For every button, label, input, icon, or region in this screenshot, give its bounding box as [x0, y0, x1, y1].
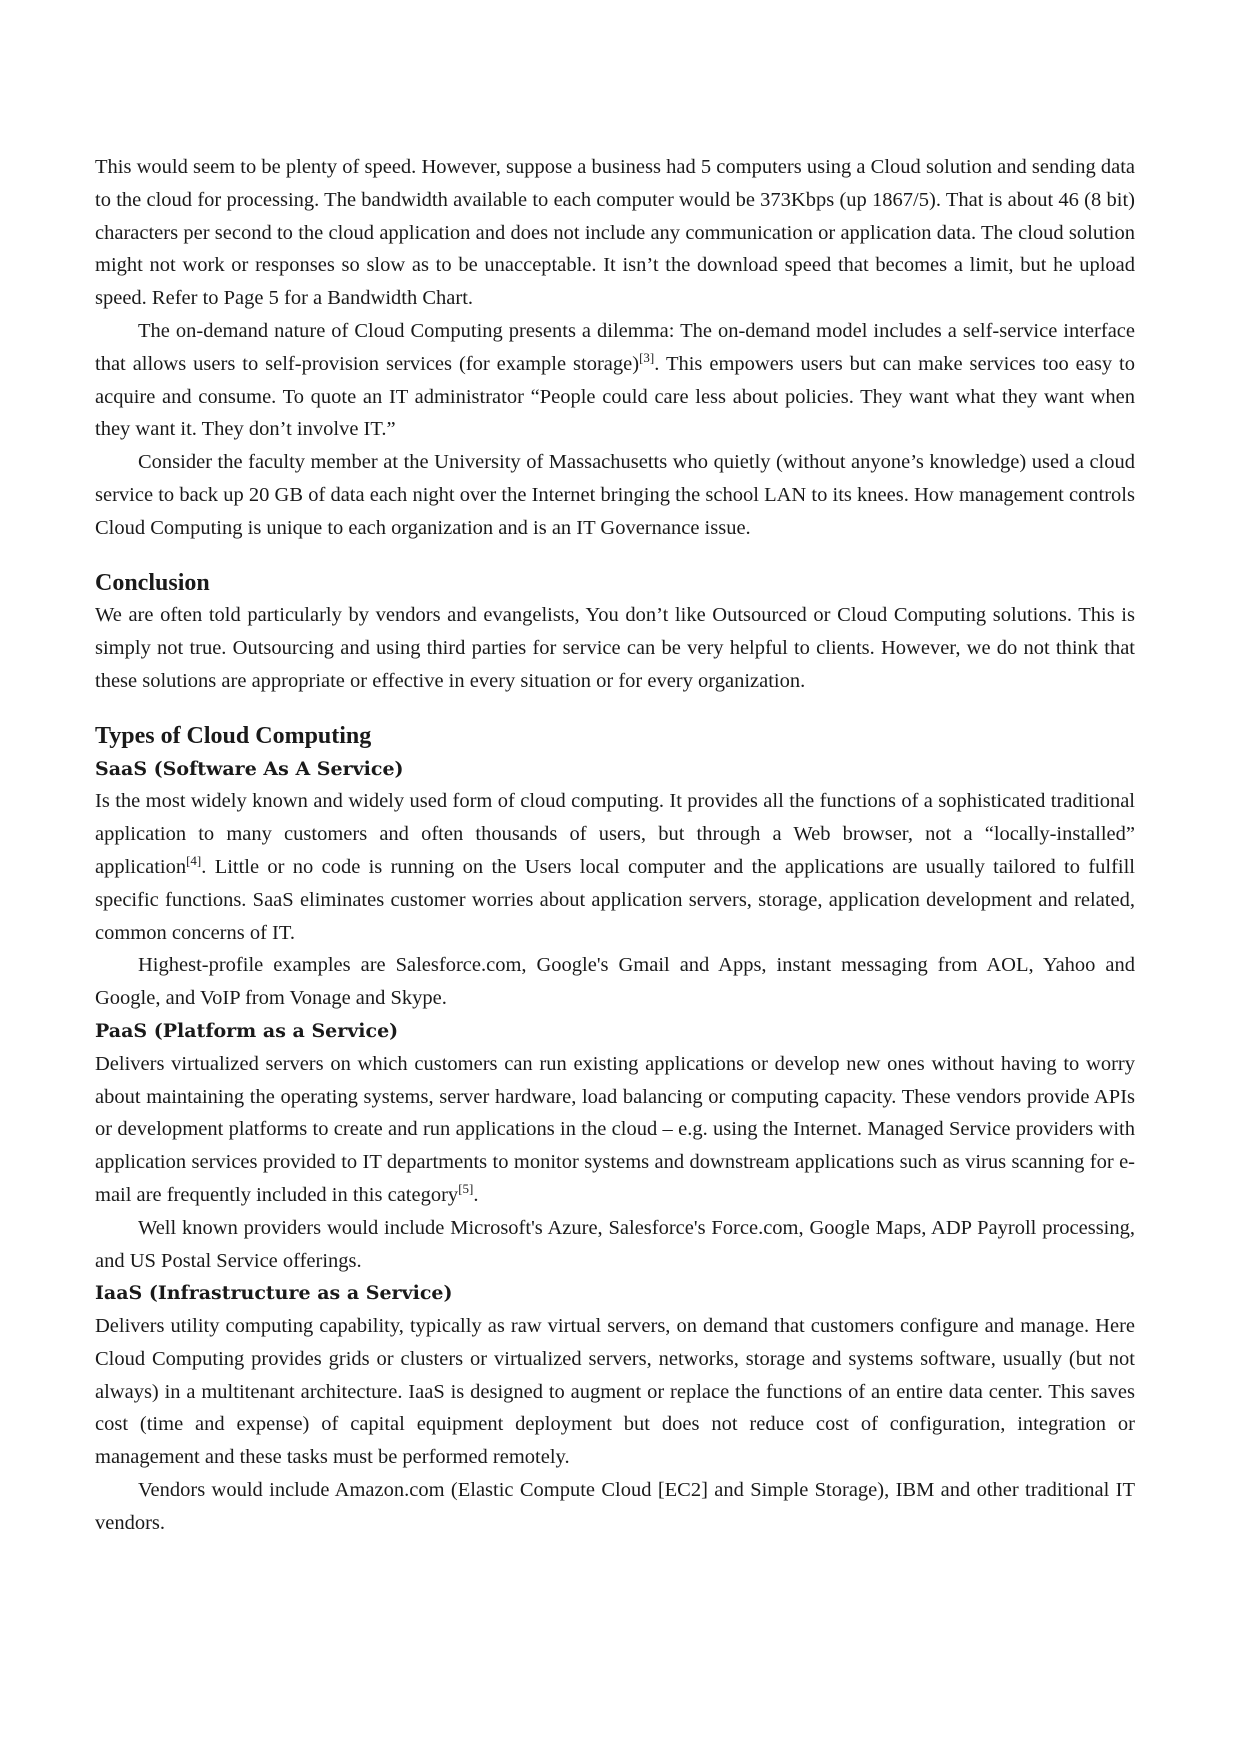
intro-paragraph-on-demand-text-a: The on-demand nature of Cloud Computing presents a dilemma: The on-demand model includes a self-service interface that allows users to self-provision services (for example storage): [95, 319, 1135, 375]
paas-heading: PaaS (Platform as a Service): [95, 1019, 399, 1042]
footnote-ref-5: [5]: [458, 1181, 474, 1197]
conclusion-paragraph: We are often told particularly by vendors and evangelists, You don’t like Outsourced or Cloud Computing solutions. This is simply not true. Outsourcing and using third parties for service can be very helpful to clients. However, we do not think that these solutions are appropriate or effective in every situation or for every organization.: [95, 604, 1135, 692]
paas-paragraph-providers: Well known providers would include Microsoft's Azure, Salesforce's Force.com, Google Maps, ADP Payroll processing, and US Postal Service offerings.: [95, 1216, 1135, 1272]
conclusion-heading: Conclusion: [95, 569, 210, 596]
footnote-ref-4: [4]: [186, 853, 202, 869]
intro-paragraph-bandwidth: This would seem to be plenty of speed. However, suppose a business had 5 computers using a Cloud solution and sending data to the cloud for processing. The bandwidth available to each computer would be 373Kbps (up 1867/5). That is about 46 (8 bit) characters per second to the cloud application and does not include any communication or application data. The cloud solution might not work or responses so slow as to be unacceptable. It isn’t the download speed that becomes a limit, but he upload speed. Refer to Page 5 for a Bandwidth Chart.: [95, 156, 1135, 310]
section-gap: [95, 698, 1135, 720]
intro-paragraph-umass: Consider the faculty member at the University of Massachusetts who quietly (without anyone’s knowledge) used a cloud service to back up 20 GB of data each night over the Internet bringing the school LAN to its knees. How management controls Cloud Computing is unique to each organization and is an IT Governance issue.: [95, 451, 1135, 539]
saas-heading: SaaS (Software As A Service): [95, 757, 404, 780]
saas-paragraph-text-b: . Little or no code is running on the Users local computer and the applications are usually tailored to fulfill specific functions. SaaS eliminates customer worries about application servers, storage, application development and related, common concerns of IT.: [95, 855, 1135, 944]
paas-paragraph-text-a: Delivers virtualized servers on which customers can run existing applications or develop new ones without having to worry about maintaining the operating systems, server hardware, load balancing or computing capacity. These vendors provide APIs or development platforms to create and run applications in the cloud – e.g. using the Internet. Managed Service providers with application services provided to IT departments to monitor systems and downstream applications such as virus scanning for e-mail are frequently included in this category: [95, 1052, 1135, 1206]
iaas-paragraph-vendors: Vendors would include Amazon.com (Elastic Compute Cloud [EC2] and Simple Storage), IBM and other traditional IT vendors.: [95, 1479, 1135, 1534]
paas-paragraph-text-b: .: [473, 1183, 479, 1206]
section-gap: [95, 545, 1135, 567]
saas-paragraph-description: [95, 785, 1135, 949]
paas-paragraph-description: [95, 1048, 1135, 1212]
intro-paragraph-on-demand-text-b: . This empowers users but can make services too easy to acquire and consume. To quote an IT administrator “People could care less about policies. They want what they want when they want it. They don’t involve IT.”: [95, 352, 1135, 441]
intro-paragraph-on-demand: [95, 315, 1135, 446]
iaas-heading: IaaS (Infrastructure as a Service): [95, 1282, 453, 1305]
footnote-ref-3: [3]: [639, 349, 655, 365]
types-heading: Types of Cloud Computing: [95, 722, 372, 749]
document-page: [95, 151, 1135, 1540]
saas-paragraph-examples: Highest-profile examples are Salesforce.com, Google's Gmail and Apps, instant messaging from AOL, Yahoo and Google, and VoIP from Vonage and Skype.: [95, 954, 1135, 1010]
iaas-paragraph-description: Delivers utility computing capability, typically as raw virtual servers, on demand that customers configure and manage. Here Cloud Computing provides grids or clusters or virtualized servers, networks, storage and systems software, usually (but not always) in a multitenant architecture. IaaS is designed to augment or replace the functions of an entire data center. This saves cost (time and expense) of capital equipment deployment but does not reduce cost of configuration, integration or management and these tasks must be performed remotely.: [95, 1315, 1135, 1469]
saas-paragraph-text-a: Is the most widely known and widely used form of cloud computing. It provides all the functions of a sophisticated traditional application to many customers and often thousands of users, but through a Web browser, not a “locally-installed” application: [95, 790, 1135, 878]
